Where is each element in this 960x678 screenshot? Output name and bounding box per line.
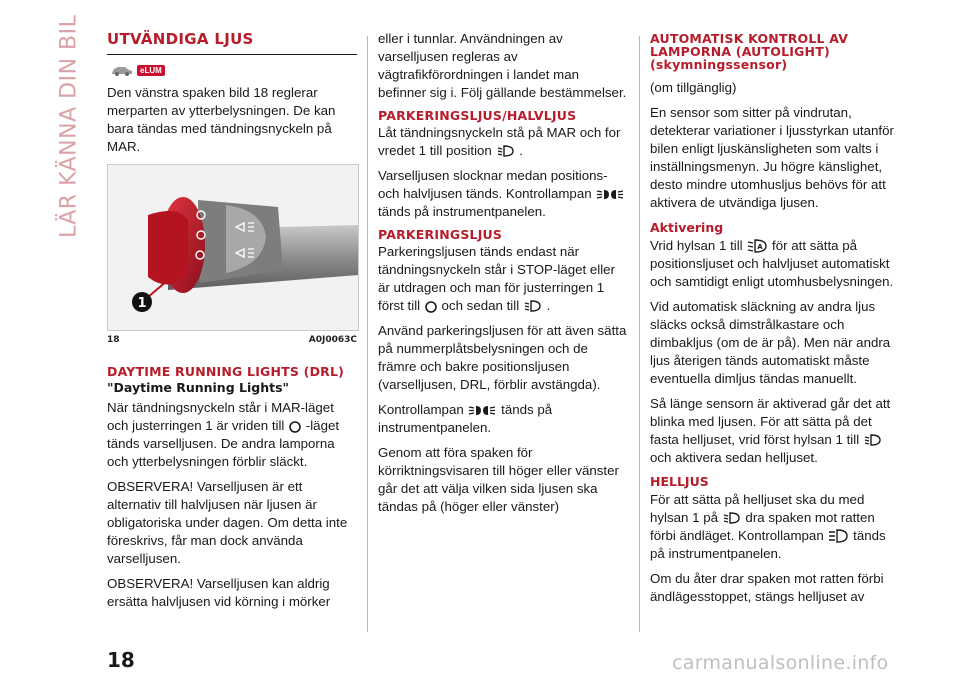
activation-paragraph-2: Vid automatisk släckning av andra ljus släcks också dimstrålkastare och dimbakljus (om de är på). Men när andra ljus återigen tänds automatiskt måste eventuella dimljus tändas manuellt. xyxy=(650,299,891,386)
column-1 xyxy=(107,30,357,618)
lever-figure xyxy=(107,164,359,331)
parking-low-beam-heading: PARKERINGSLJUS/HALVLJUS xyxy=(378,108,577,123)
parking-paragraph-3 xyxy=(378,401,628,437)
column-3 xyxy=(650,30,900,613)
low-beam-icon xyxy=(864,433,882,447)
off-ring-icon xyxy=(425,301,437,313)
parking-low-paragraph-1 xyxy=(378,124,628,160)
drl-paragraph-2: OBSERVERA! Varselljusen är ett alternativ till halvljusen när ljusen är obligatoriska under dagen. Om detta inte föreskrivs, får man dock använda varselljusen. xyxy=(107,479,348,566)
light-lever-illustration xyxy=(108,165,358,330)
activation-paragraph-1 xyxy=(650,237,900,291)
text: dra spaken mot ratten förbi ändläget. Kontrollampan xyxy=(650,510,875,543)
continued-paragraph: eller i tunnlar. Användningen av varselljusen regleras av vägtrafikförordningen i landet man befinner sig i. Följ gällande bestämmelser. xyxy=(378,31,627,100)
parking-paragraph-4: Genom att föra spaken för körriktningsvisaren till höger eller vänster går det att välja vilken sida ljusen ska tändas på (höger eller vänster) xyxy=(378,445,619,514)
optional-note: (om tillgänglig) xyxy=(650,80,737,95)
activation-heading: Aktivering xyxy=(650,220,724,235)
svg-text:A: A xyxy=(757,243,764,251)
position-lights-icon xyxy=(468,404,496,417)
text: tänds på instrumentpanelen. xyxy=(650,528,886,561)
position-lights-icon xyxy=(596,188,624,201)
drl-paragraph-3: OBSERVERA! Varselljusen kan aldrig ersätta halvljusen vid körning i mörker xyxy=(107,576,331,609)
activation-paragraph-3 xyxy=(650,395,900,467)
parking-paragraph-1 xyxy=(378,243,628,315)
drl-heading: DAYTIME RUNNING LIGHTS (DRL) xyxy=(107,364,345,379)
high-beam-icon xyxy=(828,529,848,543)
chapter-side-tab: LÄR KÄNNA DIN BIL xyxy=(56,14,82,238)
low-beam-icon xyxy=(524,299,542,313)
text: . xyxy=(546,298,551,313)
drl-paragraph-1 xyxy=(107,399,357,471)
figure-code: A0J0063C xyxy=(308,335,357,345)
figure-caption xyxy=(107,335,357,345)
off-ring-icon xyxy=(289,421,301,433)
elum-badge: eLUM xyxy=(137,65,165,76)
drl-text: -läget tänds varselljusen. De andra lamporna och ytterbelysningen förblir släckt. xyxy=(107,418,340,469)
low-beam-icon xyxy=(497,144,515,158)
section-heading-exterior-lights: UTVÄNDIGA LJUS xyxy=(107,30,357,55)
text: Vrid hylsan 1 till xyxy=(650,238,743,253)
version-badge-row xyxy=(111,64,357,76)
text: Kontrollampan xyxy=(378,402,464,417)
callout-1: 1 xyxy=(137,296,147,311)
text: och sedan till xyxy=(441,298,520,313)
figure-number: 18 xyxy=(107,335,120,345)
column-divider xyxy=(367,36,368,632)
car-icon xyxy=(111,64,133,76)
drl-subheading: "Daytime Running Lights" xyxy=(107,380,290,395)
high-beam-paragraph-2: Om du åter drar spaken mot ratten förbi ändlägesstoppet, stängs helljuset av xyxy=(650,571,884,604)
page-number: 18 xyxy=(107,648,135,672)
watermark: carmanualsonline.info xyxy=(672,652,889,674)
text: För att sätta på helljuset ska du med hylsan 1 på xyxy=(650,492,865,525)
text: Varselljusen slocknar medan positions- och halvljusen tänds. Kontrollampan xyxy=(378,168,608,201)
text: tänds på instrumentpanelen. xyxy=(378,204,546,219)
high-beam-heading: HELLJUS xyxy=(650,474,709,489)
text: tänds på instrumentpanelen. xyxy=(378,402,553,435)
drl-text: När tändningsnyckeln står i MAR-läget och justerringen 1 är vriden till xyxy=(107,400,334,433)
low-beam-icon xyxy=(723,511,741,525)
autolight-paragraph-1: En sensor som sitter på vindrutan, detekterar variationer i ljusstyrkan utanför bilen enligt ljuskänsligheten som valts i inställningsmenyn. Ju högre känslighet, desto mindre utomhusljus behövs för att aktivera de utvändiga ljusen. xyxy=(650,105,894,210)
parking-lights-heading: PARKERINGSLJUS xyxy=(378,227,503,242)
auto-light-icon xyxy=(747,239,767,253)
column-2 xyxy=(378,30,628,523)
text: Så länge sensorn är aktiverad går det att blinka med ljusen. För att sätta på det fasta helljuset, vrid först hylsan 1 till xyxy=(650,396,891,447)
text: för att sätta på positionsljuset och halvljuset automatiskt och samtidigt enligt utomhusbelysningen. xyxy=(650,238,894,289)
parking-paragraph-2: Använd parkeringsljusen för att även sätta på nummerplåtsbelysningen och de främre och bakre positionsljusen (varselljusen, DRL, förblir avstängda). xyxy=(378,323,627,392)
text: Parkeringsljusen tänds endast när tändningsnyckeln står i STOP-läget eller är utdragen och man för justerringen 1 först till xyxy=(378,244,616,313)
autolight-heading: AUTOMATISK KONTROLL AV LAMPORNA (AUTOLIGHT) (skymningssensor) xyxy=(650,31,849,72)
text: Låt tändningsnyckeln stå på MAR och for vredet 1 till position xyxy=(378,125,621,158)
high-beam-paragraph-1 xyxy=(650,491,900,563)
column-divider xyxy=(639,36,640,632)
text: och aktivera sedan helljuset. xyxy=(650,450,818,465)
text: . xyxy=(519,143,523,158)
parking-low-paragraph-2 xyxy=(378,167,628,221)
intro-paragraph: Den vänstra spaken bild 18 reglerar merparten av ytterbelysningen. De kan bara tändas med tändningsnyckeln på MAR. xyxy=(107,85,336,154)
